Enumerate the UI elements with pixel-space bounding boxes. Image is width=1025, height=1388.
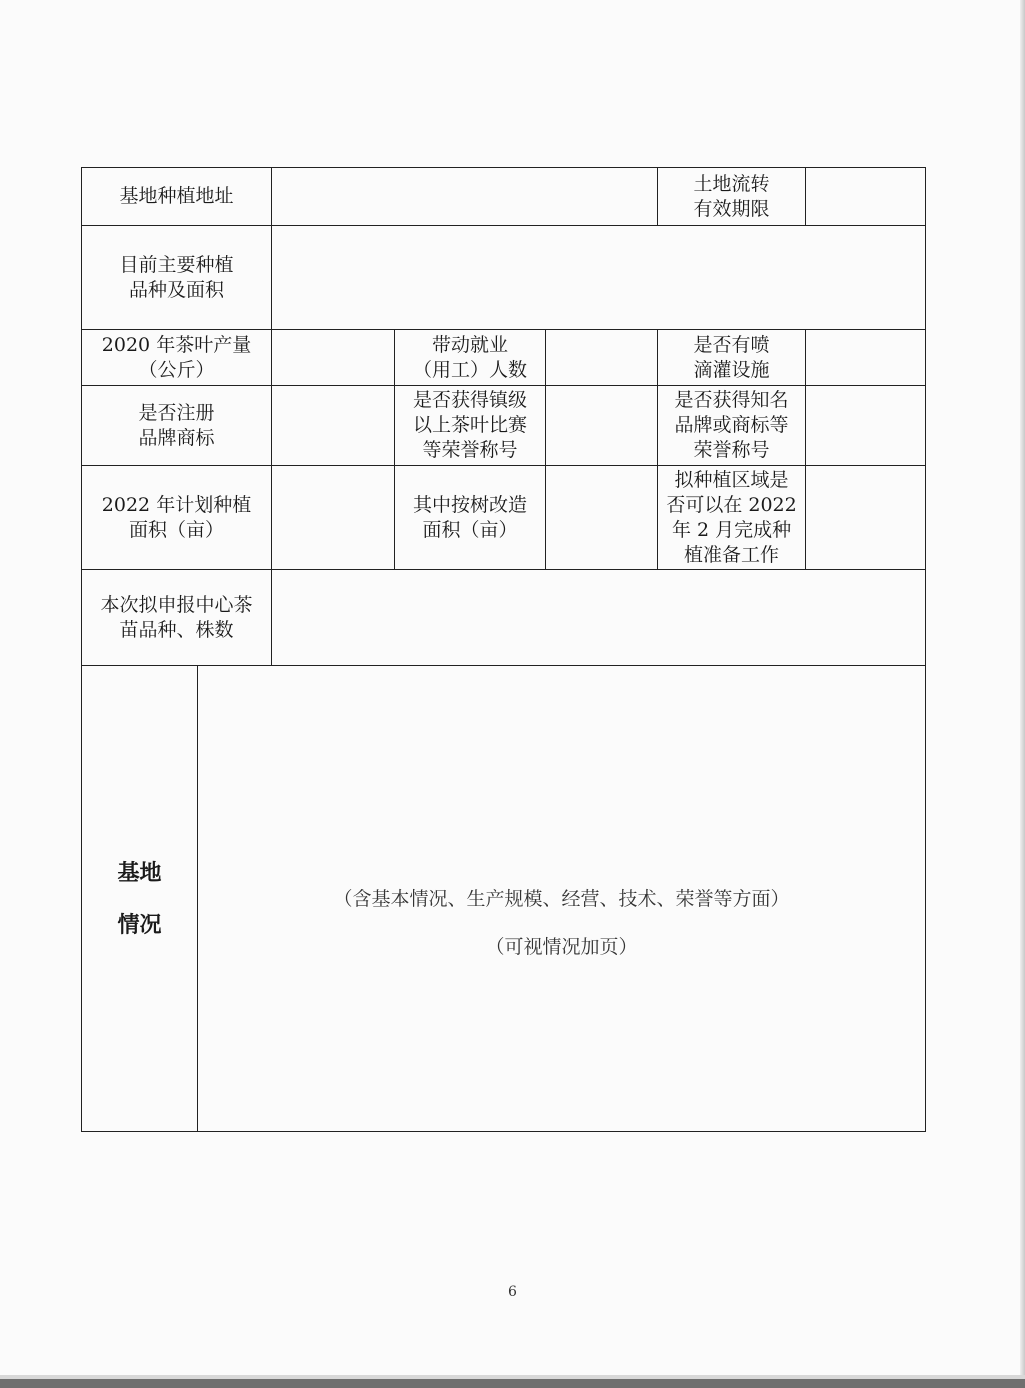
- irrigation-field[interactable]: [806, 330, 926, 386]
- award-field[interactable]: [546, 386, 658, 466]
- row-brand: [82, 386, 926, 466]
- extra-page-hint: （可视情况加页）: [485, 936, 638, 958]
- row-yield: [82, 330, 926, 386]
- award-label: 是否获得镇级 以上茶叶比赛 等荣誉称号: [413, 389, 528, 461]
- row-variety: [82, 226, 926, 330]
- brand-label: 是否注册 品牌商标: [138, 401, 215, 449]
- variety-label: 目前主要种植 品种及面积: [119, 253, 234, 301]
- plan-label: 2022 年计划种植 面积（亩）: [101, 493, 252, 541]
- address-field[interactable]: [272, 168, 658, 226]
- prep-field[interactable]: [806, 466, 926, 570]
- irrigation-label-cell: [658, 330, 806, 386]
- row-seedling: [82, 570, 926, 666]
- base-label-cell: [82, 666, 198, 1132]
- application-form-table: [81, 167, 926, 1132]
- famous-brand-field[interactable]: [806, 386, 926, 466]
- plan-label-cell: [82, 466, 272, 570]
- famous-brand-label: 是否获得知名 品牌或商标等 荣誉称号: [674, 389, 789, 461]
- yield-field[interactable]: [272, 330, 395, 386]
- yield-label-cell: [82, 330, 272, 386]
- base-info-field[interactable]: [198, 666, 926, 1132]
- prep-label: 拟种植区域是 否可以在 2022 年 2 月完成种 植准备工作: [666, 468, 797, 566]
- yield-label: 2020 年茶叶产量 （公斤）: [101, 333, 252, 381]
- seedling-label-cell: [82, 570, 272, 666]
- plan-field[interactable]: [272, 466, 395, 570]
- employment-field[interactable]: [546, 330, 658, 386]
- address-label-cell: [82, 168, 272, 226]
- row-plan: [82, 466, 926, 570]
- brand-label-cell: [82, 386, 272, 466]
- renovation-field[interactable]: [546, 466, 658, 570]
- renovation-label-cell: [395, 466, 546, 570]
- land-transfer-field[interactable]: [806, 168, 926, 226]
- row-base-info: [82, 666, 926, 1132]
- famous-label-cell: [658, 386, 806, 466]
- page-right-edge: [1020, 0, 1025, 1388]
- variety-label-cell: [82, 226, 272, 330]
- page-number: 6: [508, 1284, 517, 1300]
- land-label-cell: [658, 168, 806, 226]
- address-label: 基地种植地址: [119, 185, 234, 207]
- award-label-cell: [395, 386, 546, 466]
- employment-label-cell: [395, 330, 546, 386]
- base-info-hint: （含基本情况、生产规模、经营、技术、荣誉等方面）: [333, 888, 790, 910]
- seedling-field[interactable]: [272, 570, 926, 666]
- variety-field[interactable]: [272, 226, 926, 330]
- base-info-label: 基地 情况: [117, 859, 162, 938]
- employment-label: 带动就业 （用工）人数: [413, 333, 528, 381]
- irrigation-label: 是否有喷 滴灌设施: [693, 333, 770, 381]
- page-bottom-edge: [0, 1379, 1025, 1388]
- land-transfer-label: 土地流转 有效期限: [693, 172, 770, 220]
- prep-label-cell: [658, 466, 806, 570]
- renovation-label: 其中按树改造 面积（亩）: [413, 493, 528, 541]
- row-address: [82, 168, 926, 226]
- seedling-label: 本次拟申报中心茶 苗品种、株数: [100, 593, 253, 641]
- brand-field[interactable]: [272, 386, 395, 466]
